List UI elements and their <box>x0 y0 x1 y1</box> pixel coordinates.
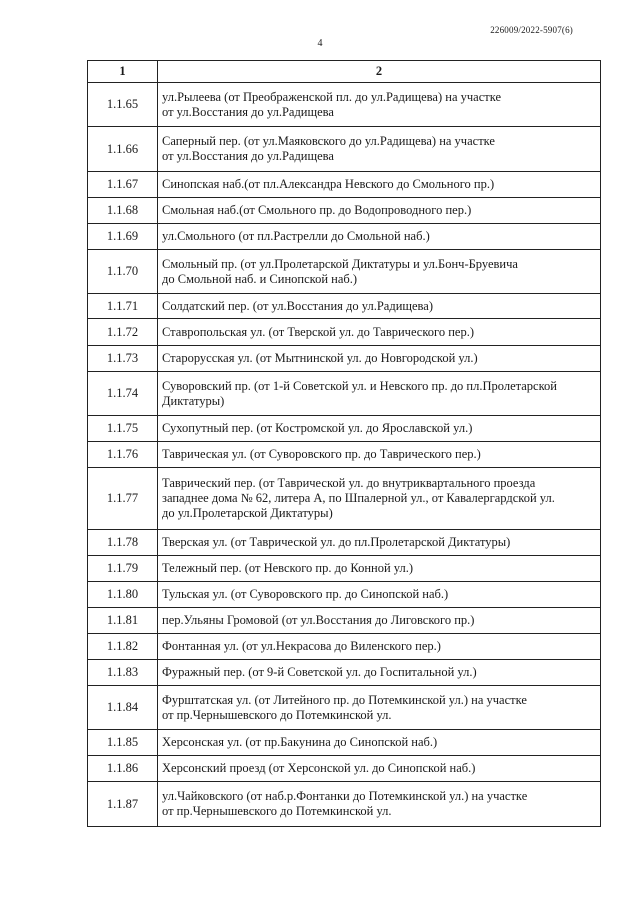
item-number: 1.1.65 <box>88 83 158 127</box>
description-line: Херсонская ул. (от пр.Бакунина до Синопской наб.) <box>162 735 438 749</box>
item-number: 1.1.87 <box>88 782 158 827</box>
street-description <box>158 730 601 756</box>
table-row <box>88 319 601 346</box>
description-line: Тульская ул. (от Суворовского пр. до Синопской наб.) <box>162 587 449 601</box>
item-number: 1.1.72 <box>88 319 158 346</box>
description-line: Таврическая ул. (от Суворовского пр. до Таврического пер.) <box>162 447 481 461</box>
description-line: Херсонский проезд (от Херсонской ул. до Синопской наб.) <box>162 761 476 775</box>
table-row <box>88 660 601 686</box>
item-number: 1.1.71 <box>88 294 158 319</box>
document-number: 226009/2022-5907(6) <box>490 25 573 35</box>
description-line: Ставропольская ул. (от Тверской ул. до Таврического пер.) <box>162 324 475 339</box>
item-number: 1.1.85 <box>88 730 158 756</box>
description-line: ул.Смольного (от пл.Растрелли до Смольной наб.) <box>162 229 430 243</box>
table-row <box>88 782 601 827</box>
table-body <box>88 83 601 827</box>
description-line: Суворовский пр. (от 1-й Советской ул. и Невского пр. до пл.Пролетарской <box>162 378 557 393</box>
description-line: ул.Рылеева (от Преображенской пл. до ул.Радищева) на участке <box>162 89 502 104</box>
street-description <box>158 372 601 416</box>
table-row <box>88 416 601 442</box>
table-row <box>88 556 601 582</box>
item-number: 1.1.78 <box>88 530 158 556</box>
street-description <box>158 686 601 730</box>
street-description <box>158 782 601 827</box>
description-line: до Смольной наб. и Синопской наб.) <box>162 271 358 286</box>
description-line: пер.Ульяны Громовой (от ул.Восстания до Лиговского пр.) <box>162 613 475 627</box>
description-line: Диктатуры) <box>162 393 225 408</box>
table-row <box>88 346 601 372</box>
description-line: от пр.Чернышевского до Потемкинской ул. <box>162 707 392 722</box>
item-number: 1.1.82 <box>88 634 158 660</box>
description-line: ул.Чайковского (от наб.р.Фонтанки до Потемкинской ул.) на участке <box>162 789 528 803</box>
description-line: Фурштатская ул. (от Литейного пр. до Потемкинской ул.) на участке <box>162 692 527 707</box>
item-number: 1.1.81 <box>88 608 158 634</box>
description-line: Синопская наб.(от пл.Александра Невского до Смольного пр.) <box>162 177 495 191</box>
item-number: 1.1.73 <box>88 346 158 372</box>
table-row <box>88 730 601 756</box>
description-line: Таврический пер. (от Таврической ул. до внутриквартального проезда <box>162 476 536 490</box>
item-number: 1.1.70 <box>88 250 158 294</box>
item-number: 1.1.77 <box>88 468 158 530</box>
description-line: Фонтанная ул. (от ул.Некрасова до Виленского пер.) <box>162 639 441 653</box>
item-number: 1.1.84 <box>88 686 158 730</box>
item-number: 1.1.86 <box>88 756 158 782</box>
description-line: от пр.Чернышевского до Потемкинской ул. <box>162 804 392 818</box>
street-description <box>158 172 601 198</box>
street-description <box>158 127 601 172</box>
street-description <box>158 250 601 294</box>
street-description <box>158 468 601 530</box>
page-number: 4 <box>317 38 323 49</box>
street-description <box>158 224 601 250</box>
street-description <box>158 416 601 442</box>
street-description <box>158 319 601 346</box>
description-line: западнее дома № 62, литера А, по Шпалерной ул., от Кавалергардской ул. <box>162 491 555 505</box>
table-row <box>88 756 601 782</box>
table-row <box>88 634 601 660</box>
description-line: Тележный пер. (от Невского пр. до Конной ул.) <box>162 561 413 575</box>
description-line: от ул.Восстания до ул.Радищева <box>162 104 334 119</box>
description-line: Сухопутный пер. (от Костромской ул. до Ярославской ул.) <box>162 421 473 435</box>
table-row <box>88 127 601 172</box>
street-description <box>158 83 601 127</box>
description-line: Смольная наб.(от Смольного пр. до Водопроводного пер.) <box>162 203 472 217</box>
description-line: Тверская ул. (от Таврической ул. до пл.Пролетарской Диктатуры) <box>162 535 511 549</box>
street-description <box>158 660 601 686</box>
table-row <box>88 608 601 634</box>
description-line: до ул.Пролетарской Диктатуры) <box>162 506 333 520</box>
description-line: Солдатский пер. (от ул.Восстания до ул.Радищева) <box>162 298 434 313</box>
column-header-number: 1 <box>88 61 158 83</box>
table-row <box>88 372 601 416</box>
item-number: 1.1.76 <box>88 442 158 468</box>
description-line: Старорусская ул. (от Мытнинской ул. до Новгородской ул.) <box>162 351 478 365</box>
item-number: 1.1.74 <box>88 372 158 416</box>
street-description <box>158 634 601 660</box>
item-number: 1.1.83 <box>88 660 158 686</box>
item-number: 1.1.67 <box>88 172 158 198</box>
street-description <box>158 556 601 582</box>
street-description <box>158 346 601 372</box>
street-list-table <box>87 60 601 827</box>
table-row <box>88 686 601 730</box>
table-header-row <box>88 61 601 83</box>
table-row <box>88 83 601 127</box>
table-row <box>88 224 601 250</box>
street-description <box>158 442 601 468</box>
table-row <box>88 468 601 530</box>
description-line: Саперный пер. (от ул.Маяковского до ул.Радищева) на участке <box>162 134 495 148</box>
table-row <box>88 294 601 319</box>
table-row <box>88 198 601 224</box>
street-description <box>158 294 601 319</box>
street-description <box>158 198 601 224</box>
street-description <box>158 530 601 556</box>
item-number: 1.1.80 <box>88 582 158 608</box>
table-row <box>88 172 601 198</box>
description-line: от ул.Восстания до ул.Радищева <box>162 149 334 163</box>
item-number: 1.1.66 <box>88 127 158 172</box>
item-number: 1.1.75 <box>88 416 158 442</box>
street-description <box>158 756 601 782</box>
table-row <box>88 442 601 468</box>
description-line: Смольный пр. (от ул.Пролетарской Диктатуры и ул.Бонч-Бруевича <box>162 256 518 271</box>
table-row <box>88 530 601 556</box>
description-line: Фуражный пер. (от 9-й Советской ул. до Госпитальной ул.) <box>162 665 477 679</box>
street-description <box>158 582 601 608</box>
item-number: 1.1.79 <box>88 556 158 582</box>
item-number: 1.1.69 <box>88 224 158 250</box>
street-description <box>158 608 601 634</box>
item-number: 1.1.68 <box>88 198 158 224</box>
table-row <box>88 582 601 608</box>
table-row <box>88 250 601 294</box>
column-header-description: 2 <box>158 61 601 83</box>
